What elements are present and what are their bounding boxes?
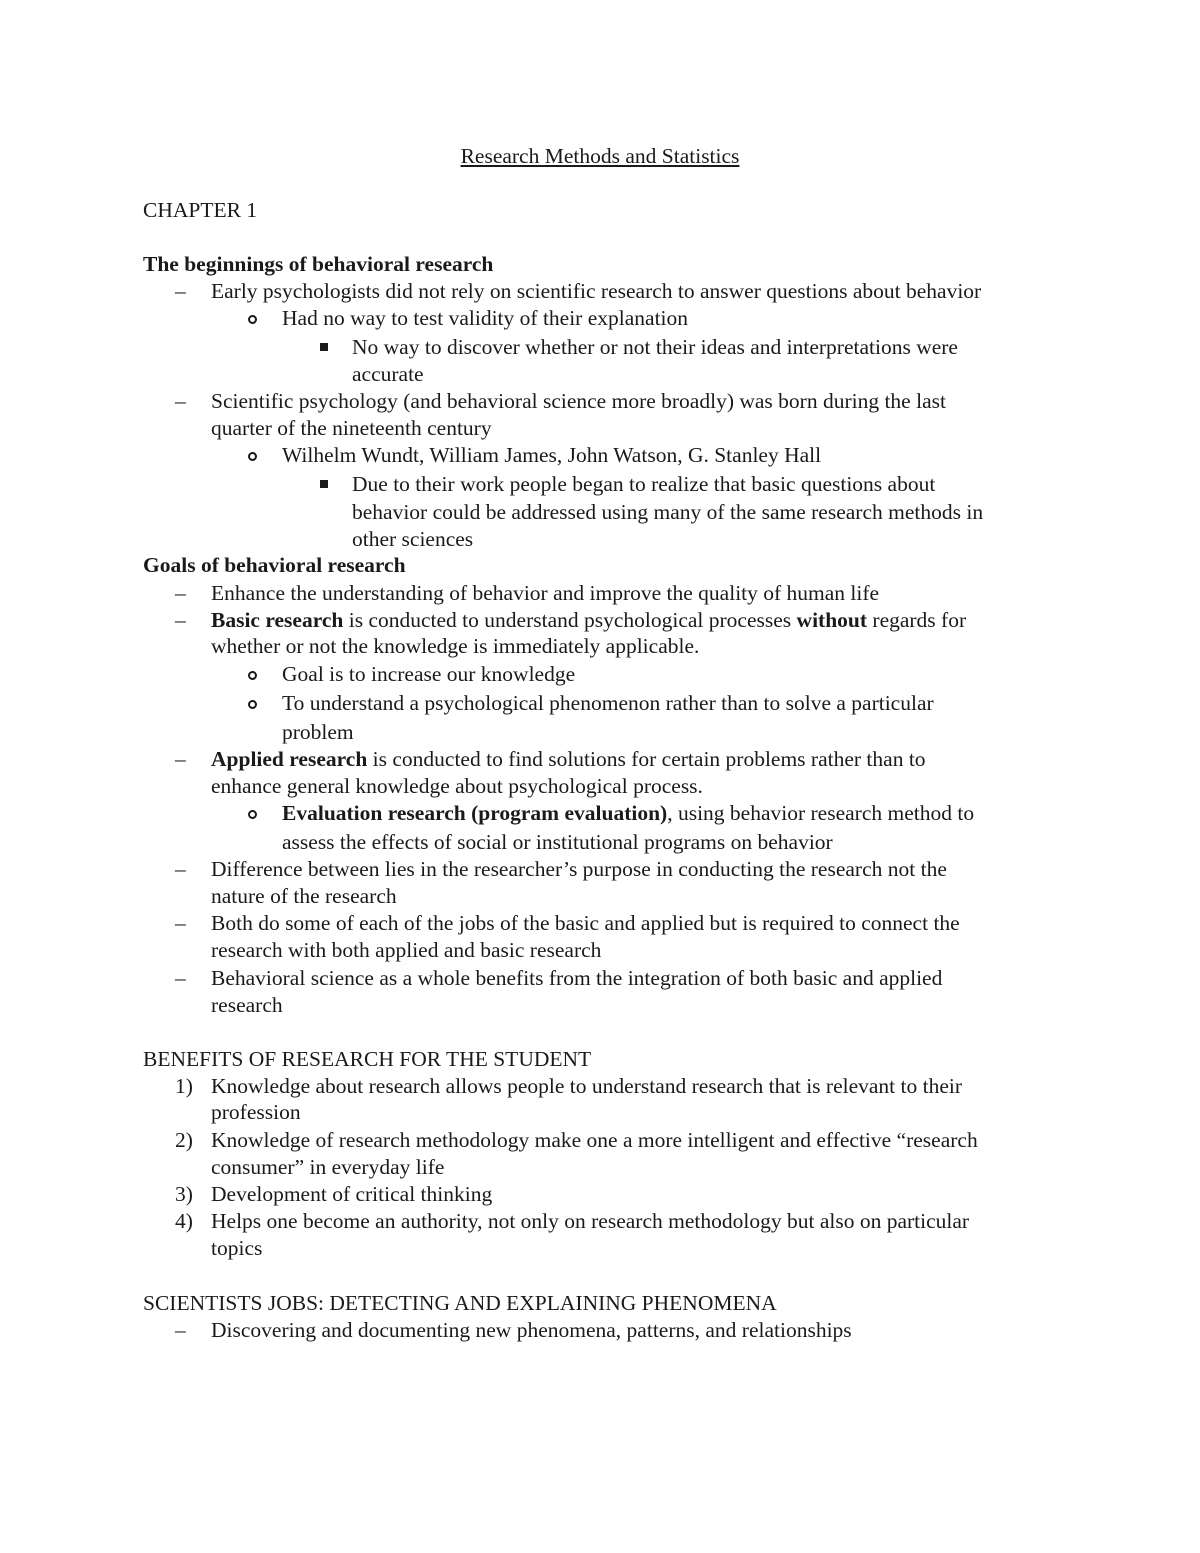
list-item-continuation: quarter of the nineteenth century [211, 416, 492, 440]
list-item-continuation: profession [211, 1100, 301, 1124]
list-item: Due to their work people began to realize that basic questions about [352, 472, 936, 496]
dash-bullet: – [175, 608, 186, 632]
list-item-text: regards for [867, 608, 967, 632]
section-heading-beginnings: The beginnings of behavioral research [143, 252, 494, 276]
list-number: 4) [175, 1209, 193, 1233]
circle-bullet-icon [248, 810, 257, 819]
chapter-heading: CHAPTER 1 [143, 198, 258, 222]
list-item: Development of critical thinking [211, 1182, 493, 1206]
list-item-text: is conducted to understand psychological processes [343, 608, 797, 632]
circle-bullet-icon [248, 700, 257, 709]
list-item: Scientific psychology (and behavioral science more broadly) was born during the last [211, 389, 946, 413]
list-number: 2) [175, 1128, 193, 1152]
list-item: Goal is to increase our knowledge [282, 662, 576, 686]
list-item-continuation: assess the effects of social or institutional programs on behavior [282, 830, 833, 854]
list-item-text: is conducted to find solutions for certain problems rather than to [367, 747, 926, 771]
list-item-continuation: other sciences [352, 527, 474, 551]
dash-bullet: – [175, 747, 186, 771]
circle-bullet-icon [248, 315, 257, 324]
list-number: 3) [175, 1182, 193, 1206]
list-item: Knowledge of research methodology make one a more intelligent and effective “research [211, 1128, 978, 1152]
list-item: Early psychologists did not rely on scientific research to answer questions about behavior [211, 279, 982, 303]
list-item: Behavioral science as a whole benefits from the integration of both basic and applied [211, 966, 943, 990]
list-item: To understand a psychological phenomenon rather than to solve a particular [282, 691, 934, 715]
list-item-continuation: consumer” in everyday life [211, 1155, 445, 1179]
dash-bullet: – [175, 857, 186, 881]
dash-bullet: – [175, 581, 186, 605]
dash-bullet: – [175, 279, 186, 303]
document-title: Research Methods and Statistics [460, 144, 740, 168]
list-item-continuation: research [211, 993, 283, 1017]
circle-bullet-icon [248, 452, 257, 461]
list-item-continuation: behavior could be addressed using many of the same research methods in [352, 500, 984, 524]
list-item-continuation: accurate [352, 362, 424, 386]
square-bullet-icon [320, 343, 328, 351]
list-item-continuation: research with both applied and basic research [211, 938, 602, 962]
term-applied-research: Applied research [211, 747, 368, 771]
dash-bullet: – [175, 1318, 186, 1342]
list-item [211, 746, 926, 773]
list-item-text: , using behavior research method to [667, 801, 975, 825]
list-item: Enhance the understanding of behavior and improve the quality of human life [211, 581, 880, 605]
section-heading-jobs: SCIENTISTS JOBS: DETECTING AND EXPLAINING PHENOMENA [143, 1291, 777, 1315]
circle-bullet-icon [248, 671, 257, 680]
term-basic-research: Basic research [211, 608, 344, 632]
section-heading-benefits: BENEFITS OF RESEARCH FOR THE STUDENT [143, 1047, 592, 1071]
dash-bullet: – [175, 389, 186, 413]
list-item: Discovering and documenting new phenomena, patterns, and relationships [211, 1318, 852, 1342]
term-evaluation-research: Evaluation research (program evaluation) [282, 801, 668, 825]
list-item-continuation: enhance general knowledge about psychological process. [211, 774, 703, 798]
list-item: Wilhelm Wundt, William James, John Watson, G. Stanley Hall [282, 443, 822, 467]
list-item: No way to discover whether or not their ideas and interpretations were [352, 335, 958, 359]
list-item: Had no way to test validity of their explanation [282, 306, 689, 330]
list-number: 1) [175, 1074, 193, 1098]
emphasis-without: without [796, 608, 868, 632]
list-item: Helps one become an authority, not only on research methodology but also on particular [211, 1209, 970, 1233]
list-item-continuation: topics [211, 1236, 263, 1260]
list-item-continuation: whether or not the knowledge is immediately applicable. [211, 634, 700, 658]
dash-bullet: – [175, 966, 186, 990]
list-item [282, 800, 974, 827]
square-bullet-icon [320, 480, 328, 488]
list-item: Both do some of each of the jobs of the basic and applied but is required to connect the [211, 911, 960, 935]
list-item: Knowledge about research allows people to understand research that is relevant to their [211, 1074, 963, 1098]
dash-bullet: – [175, 911, 186, 935]
list-item [211, 607, 966, 634]
section-heading-goals: Goals of behavioral research [143, 553, 406, 577]
list-item: Difference between lies in the researcher’s purpose in conducting the research not the [211, 857, 947, 881]
list-item-continuation: nature of the research [211, 884, 397, 908]
list-item-continuation: problem [282, 720, 354, 744]
